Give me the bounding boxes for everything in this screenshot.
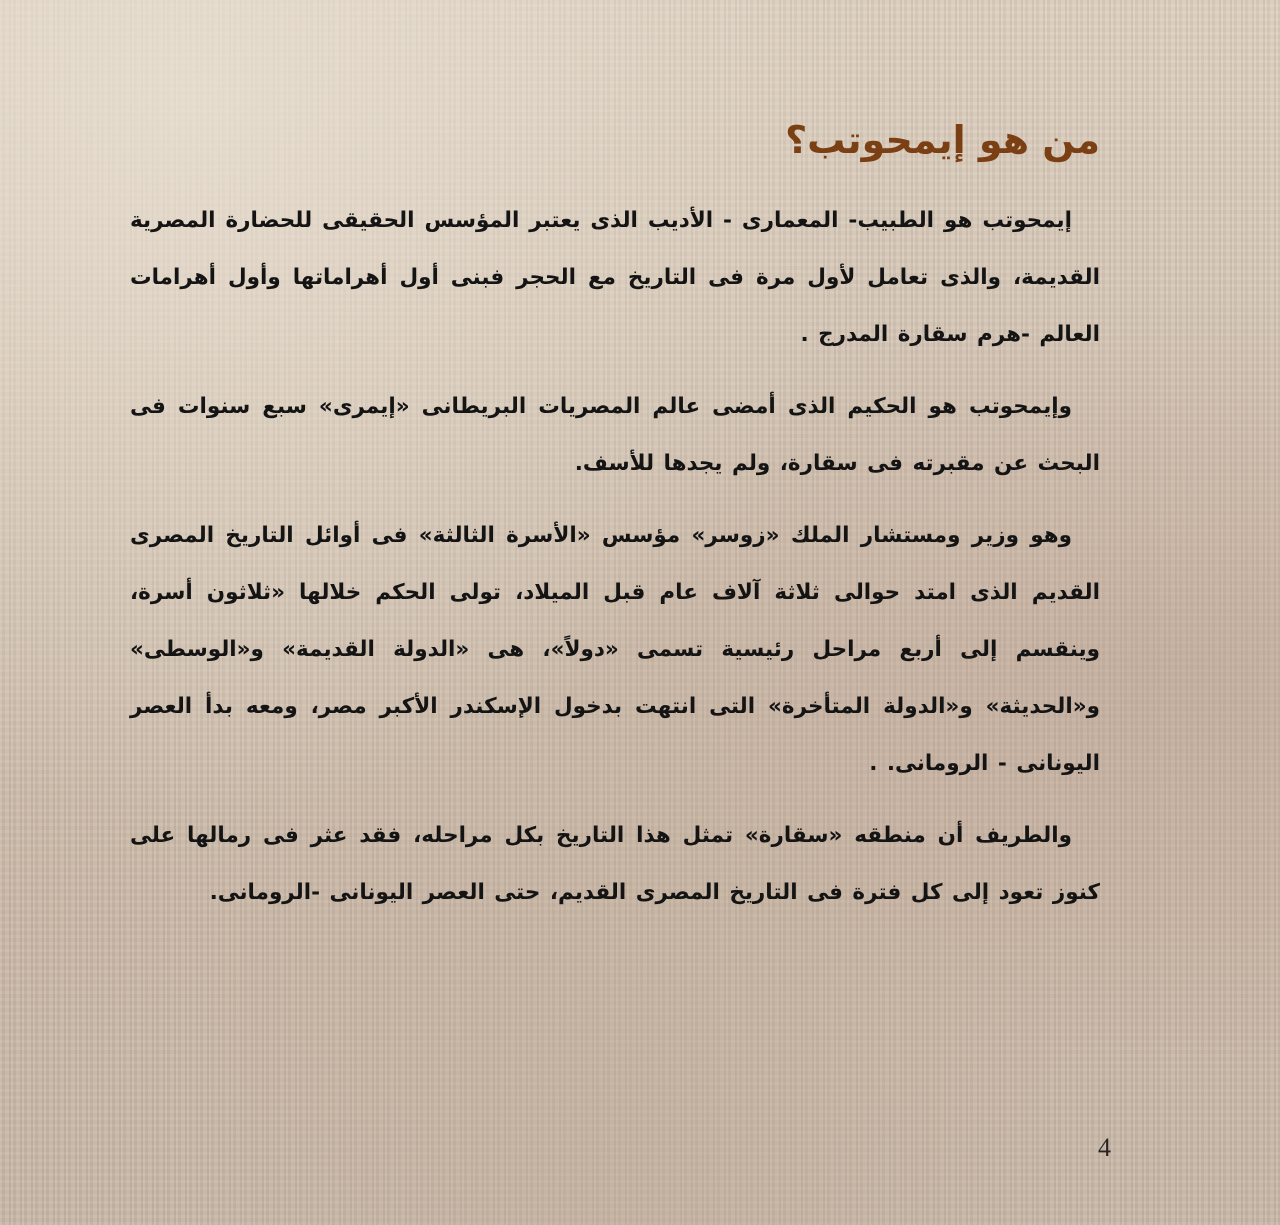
paragraph-imhotep-intro: إيمحوتب هو الطبيب- المعمارى - الأديب الذى يعتبر المؤسس الحقيقى للحضارة المصرية القديمة، والذى تعامل لأول مرة فى التاريخ مع الحجر فبنى أول أهراماتها وأول أهرامات العالم -هرم سقارة المدرج . [130,208,1100,347]
document-page [130,110,1100,936]
paragraph-djoser-minister: وهو وزير ومستشار الملك «زوسر» مؤسس «الأسرة الثالثة» فى أوائل التاريخ المصرى القديم الذى امتد حوالى ثلاثة آلاف عام قبل الميلاد، تولى الحكم خلالها «ثلاثون أسرة، وينقسم إلى أربع مراحل رئيسية تسمى «دولاً»، هى «الدولة القديمة» و«الوسطى» و«الحديثة» و«الدولة المتأخرة» التى انتهت بدخول الإسكندر الأكبر مصر، ومعه بدأ العصر اليونانى - الرومانى. . [130,523,1100,776]
page-title: من هو إيمحوتب؟ [785,118,1100,162]
paragraph-saqqara-history: والطريف أن منطقه «سقارة» تمثل هذا التاريخ بكل مراحله، فقد عثر فى رمالها على كنوز تعود إلى كل فترة فى التاريخ المصرى القديم، حتى العصر اليونانى -الرومانى. [130,823,1100,905]
paragraph-emery-search: وإيمحوتب هو الحكيم الذى أمضى عالم المصريات البريطانى «إيمرى» سبع سنوات فى البحث عن مقبرته فى سقارة، ولم يجدها للأسف. [130,394,1100,476]
body-text [130,192,1100,921]
page-number: 4 [1098,1133,1111,1162]
